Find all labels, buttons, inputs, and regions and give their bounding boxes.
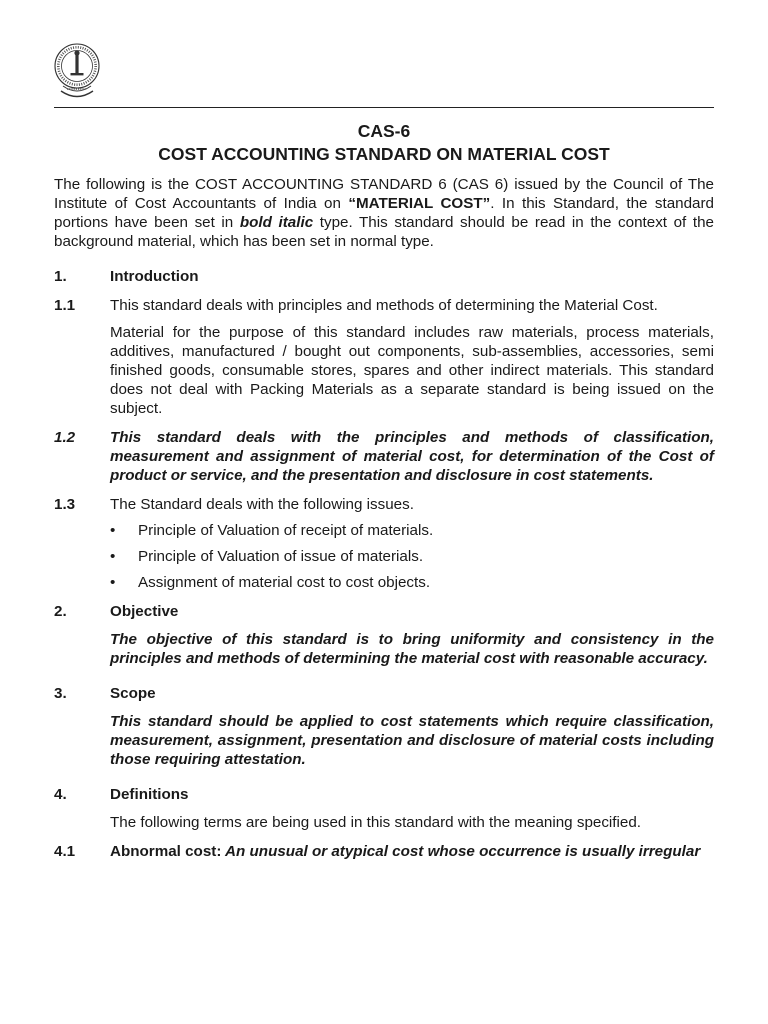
- document-body: [54, 120, 714, 861]
- definitions-intro: The following terms are being used in this standard with the meaning specified.: [110, 814, 642, 831]
- section-objective-heading: 2. Objective: [54, 603, 179, 620]
- section-definitions-heading: 4. Definitions: [54, 786, 189, 803]
- clause-1-1: 1.1 This standard deals with principles and methods of determining the Material Cost.: [54, 297, 658, 314]
- list-item: • Assignment of material cost to cost objects.: [110, 574, 431, 591]
- clause-1-3: 1.3 The Standard deals with the following issues.: [54, 496, 414, 513]
- term-definition: An unusual or atypical cost whose occurrence is usually irregular: [221, 843, 701, 860]
- standard-title: COST ACCOUNTING STANDARD ON MATERIAL COST: [158, 144, 610, 164]
- defined-term: Abnormal cost:: [110, 843, 222, 860]
- standard-code: CAS-6: [357, 121, 411, 141]
- institute-seal-icon: [53, 42, 101, 104]
- list-item: • Principle of Valuation of issue of materials.: [110, 548, 424, 565]
- clause-1-1-material-definition: Material for the purpose of this standard includes raw materials, process materials, additives, manufactured / bought out components, sub-assemblies, accessories, semi finished goods, consumable stores, spares and other indirect materials. This standard does not deal with Packing Materials as a separate standard is being issued on the subject.: [110, 324, 714, 417]
- header-rule: [54, 107, 714, 108]
- list-item: • Principle of Valuation of receipt of materials.: [110, 522, 434, 539]
- section-introduction-heading: 1. Introduction: [54, 268, 199, 285]
- section-scope-heading: 3. Scope: [54, 685, 156, 702]
- scope-text: This standard should be applied to cost statements which require classification, measurement, assignment, presentation and disclosure of material costs including those requiring attestation.: [110, 713, 714, 768]
- clause-1-2: 1.2 This standard deals with the principles and methods of classification, measurement and assignment of material cost, for determination of the Cost of product or service, and the presentation and disclosure in cost statements.: [54, 429, 714, 484]
- intro-paragraph: The following is the COST ACCOUNTING STANDARD 6 (CAS 6) issued by the Council of The Institute of Cost Accountants of India on “MATERIAL COST”. In this Standard, the standard portions have been set in bold italic type. This standard should be read in the context of the background material, which has been set in normal type.: [54, 176, 714, 250]
- objective-text: The objective of this standard is to bring uniformity and consistency in the principles and methods of determining the material cost with reasonable accuracy.: [110, 631, 714, 667]
- issues-list: [110, 521, 714, 592]
- bullet-icon: •: [110, 574, 116, 591]
- clause-4-1: 4.1 Abnormal cost: An unusual or atypical cost whose occurrence is usually irregular: [54, 843, 701, 860]
- bullet-icon: •: [110, 548, 116, 565]
- bullet-icon: •: [110, 522, 116, 539]
